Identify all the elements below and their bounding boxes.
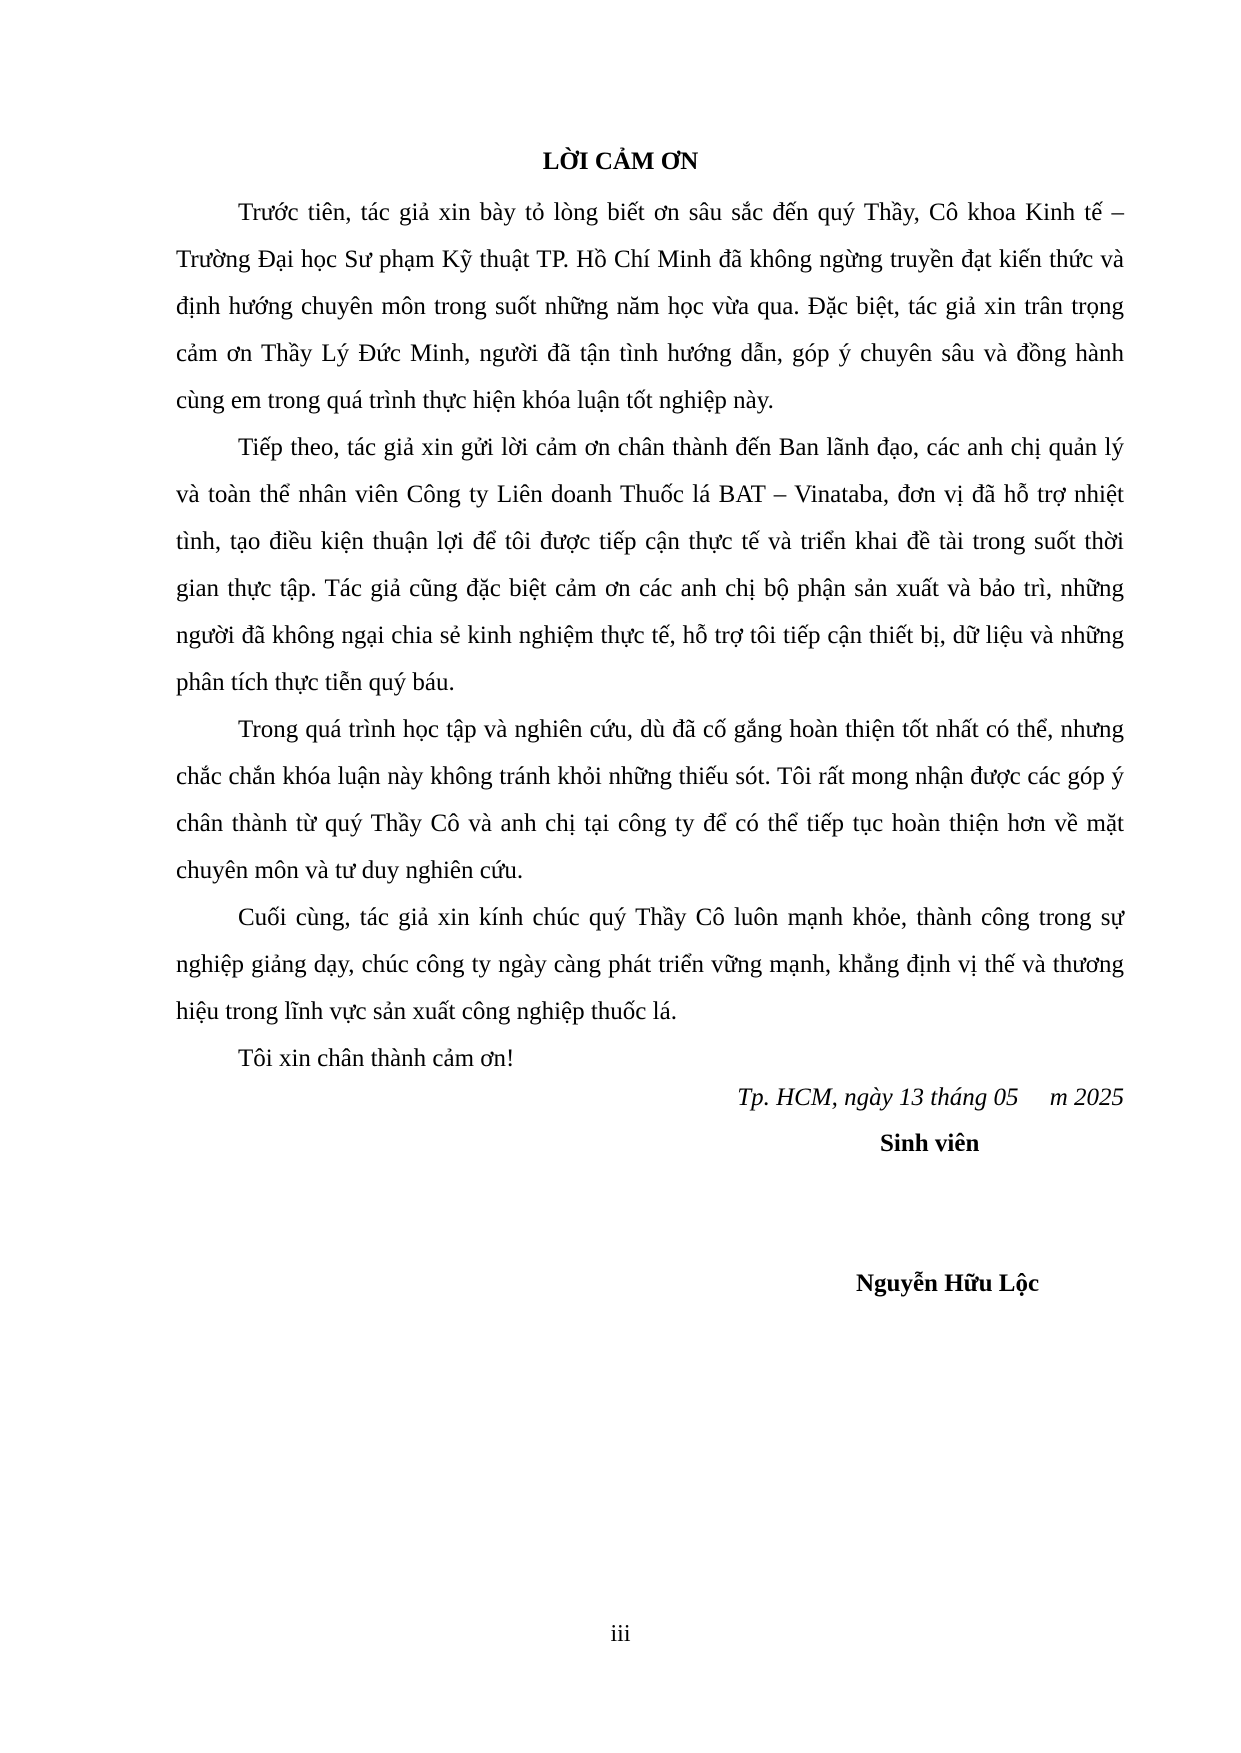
signer-role: Sinh viên <box>880 1130 980 1157</box>
paragraph-2: Tiếp theo, tác giả xin gửi lời cảm ơn chân thành đến Ban lãnh đạo, các anh chị quản lý và toàn thể nhân viên Công ty Liên doanh Thuốc lá BAT – Vinataba, đơn vị đã hỗ trợ nhiệt tình, tạo điều kiện thuận lợi để tôi được tiếp cận thực tế và triển khai đề tài trong suốt thời gian thực tập. Tác giả cũng đặc biệt cảm ơn các anh chị bộ phận sản xuất và bảo trì, những người đã không ngại chia sẻ kinh nghiệm thực tế, hỗ trợ tôi tiếp cận thiết bị, dữ liệu và những phân tích thực tiễn quý báu. <box>176 434 1124 696</box>
body-text <box>176 189 1124 1082</box>
page-title: LỜI CẢM ƠN <box>542 148 699 175</box>
paragraph-5: Tôi xin chân thành cảm ơn! <box>238 1045 515 1072</box>
signer-name: Nguyễn Hữu Lộc <box>856 1270 1040 1297</box>
paragraph-1: Trước tiên, tác giả xin bày tỏ lòng biết ơn sâu sắc đến quý Thầy, Cô khoa Kinh tế – Trường Đại học Sư phạm Kỹ thuật TP. Hồ Chí Minh đã không ngừng truyền đạt kiến thức và định hướng chuyên môn trong suốt những năm học vừa qua. Đặc biệt, tác giả xin trân trọng cảm ơn Thầy Lý Đức Minh, người đã tận tình hướng dẫn, góp ý chuyên sâu và đồng hành cùng em trong quá trình thực hiện khóa luận tốt nghiệp này. <box>176 199 1124 414</box>
page-number: iii <box>610 1621 631 1647</box>
paragraph-3: Trong quá trình học tập và nghiên cứu, dù đã cố gắng hoàn thiện tốt nhất có thể, nhưng chắc chắn khóa luận này không tránh khỏi những thiếu sót. Tôi rất mong nhận được các góp ý chân thành từ quý Thầy Cô và anh chị tại công ty để có thể tiếp tục hoàn thiện hơn về mặt chuyên môn và tư duy nghiên cứu. <box>176 716 1124 884</box>
date-line: Tp. HCM, ngày 13 tháng 05 m 2025 <box>737 1084 1124 1111</box>
paragraph-4: Cuối cùng, tác giả xin kính chúc quý Thầy Cô luôn mạnh khỏe, thành công trong sự nghiệp giảng dạy, chúc công ty ngày càng phát triển vững mạnh, khẳng định vị thế và thương hiệu trong lĩnh vực sản xuất công nghiệp thuốc lá. <box>176 904 1124 1025</box>
